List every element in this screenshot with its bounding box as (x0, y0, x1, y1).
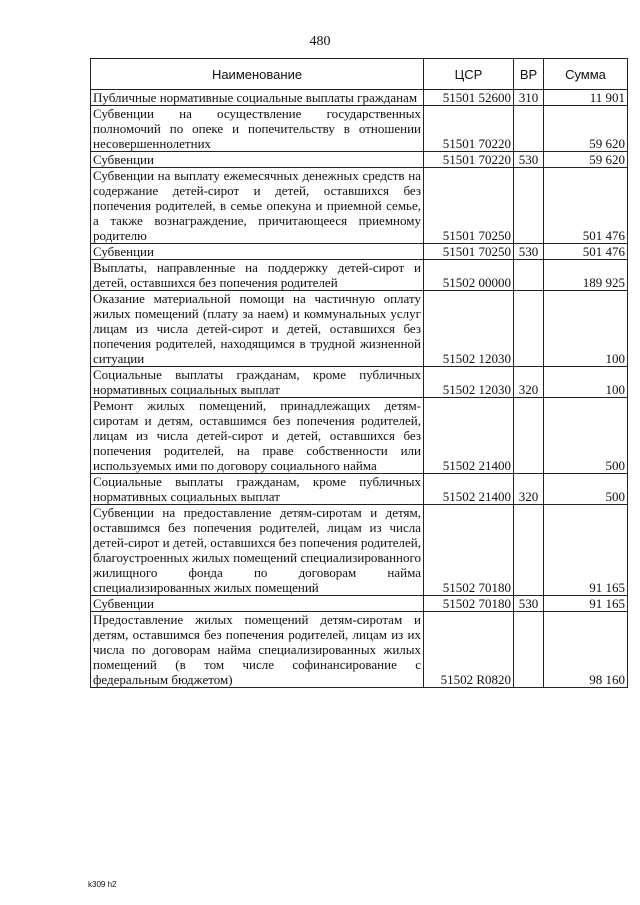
table-row (91, 291, 628, 367)
row-csr: 51501 70220 (424, 106, 514, 152)
row-name: Оказание материальной помощи на частичную оплату жилых помещений (плату за наем) и коммунальных услуг лицам из числа детей-сирот и детей, оставшихся без попечения родителей, находящимся в трудной жизненной ситуации (91, 291, 424, 367)
row-sum: 98 160 (544, 612, 628, 688)
row-vr: 530 (514, 152, 544, 168)
table-row (91, 244, 628, 260)
row-vr: 320 (514, 474, 544, 505)
row-csr: 51502 R0820 (424, 612, 514, 688)
table-row (91, 152, 628, 168)
footer-code: k309 h2 (88, 880, 117, 889)
row-vr: 320 (514, 367, 544, 398)
row-sum: 91 165 (544, 596, 628, 612)
row-sum: 59 620 (544, 152, 628, 168)
row-sum: 100 (544, 367, 628, 398)
row-name: Публичные нормативные социальные выплаты гражданам (91, 90, 424, 106)
row-csr: 51502 70180 (424, 596, 514, 612)
row-name: Выплаты, направленные на поддержку детей-сирот и детей, оставшихся без попечения родителей (91, 260, 424, 291)
row-csr: 51501 70250 (424, 168, 514, 244)
table-row (91, 505, 628, 596)
row-name: Субвенции (91, 152, 424, 168)
row-csr: 51502 00000 (424, 260, 514, 291)
row-sum: 500 (544, 398, 628, 474)
table-row (91, 612, 628, 688)
table-row (91, 367, 628, 398)
row-vr (514, 291, 544, 367)
row-vr (514, 106, 544, 152)
row-name: Субвенции на осуществление государственных полномочий по опеке и попечительству в отношении несовершеннолетних (91, 106, 424, 152)
table-row (91, 398, 628, 474)
row-name: Предоставление жилых помещений детям-сиротам и детям, оставшимся без попечения родителей, лицам из их числа по договорам найма специализированных жилых помещений (в том числе софинансирование с федеральным бюджетом) (91, 612, 424, 688)
row-csr: 51501 70220 (424, 152, 514, 168)
row-vr: 310 (514, 90, 544, 106)
row-sum: 501 476 (544, 168, 628, 244)
table-row (91, 106, 628, 152)
row-csr: 51502 12030 (424, 367, 514, 398)
row-sum: 100 (544, 291, 628, 367)
row-sum: 500 (544, 474, 628, 505)
row-name: Социальные выплаты гражданам, кроме публичных нормативных социальных выплат (91, 367, 424, 398)
header-csr: ЦСР (424, 59, 514, 90)
row-vr (514, 505, 544, 596)
row-sum: 59 620 (544, 106, 628, 152)
row-sum: 91 165 (544, 505, 628, 596)
row-csr: 51502 12030 (424, 291, 514, 367)
row-csr: 51501 70250 (424, 244, 514, 260)
row-csr: 51501 52600 (424, 90, 514, 106)
row-csr: 51502 21400 (424, 474, 514, 505)
row-name: Ремонт жилых помещений, принадлежащих детям-сиротам и детям, оставшимся без попечения родителей, лицам из числа детей-сирот и детей, оставшихся без попечения родителей, на праве собственности или используемых ими по договору социального найма (91, 398, 424, 474)
budget-table (90, 58, 628, 688)
row-name: Субвенции (91, 596, 424, 612)
row-vr (514, 168, 544, 244)
row-vr (514, 398, 544, 474)
row-vr (514, 612, 544, 688)
table-row (91, 596, 628, 612)
row-vr: 530 (514, 244, 544, 260)
table-row (91, 474, 628, 505)
table-row (91, 260, 628, 291)
row-sum: 11 901 (544, 90, 628, 106)
row-csr: 51502 21400 (424, 398, 514, 474)
row-sum: 189 925 (544, 260, 628, 291)
row-vr (514, 260, 544, 291)
row-sum: 501 476 (544, 244, 628, 260)
table-row (91, 168, 628, 244)
header-sum: Сумма (544, 59, 628, 90)
row-name: Субвенции на выплату ежемесячных денежных средств на содержание детей-сирот и детей, оставшихся без попечения родителей, в семье опекуна и приемной семье, а также вознаграждение, причитающееся приемному родителю (91, 168, 424, 244)
row-name: Субвенции (91, 244, 424, 260)
header-vr: ВР (514, 59, 544, 90)
page-number: 480 (309, 34, 331, 49)
row-name: Субвенции на предоставление детям-сиротам и детям, оставшимся без попечения родителей, лицам из числа детей-сирот и детей, оставшихся без попечения родителей, благоустроенных жилых помещений специализированного жилищного фонда по договорам найма специализированных жилых помещений (91, 505, 424, 596)
table-row (91, 90, 628, 106)
row-csr: 51502 70180 (424, 505, 514, 596)
table-header-row (91, 59, 628, 90)
header-name: Наименование (91, 59, 424, 90)
row-name: Социальные выплаты гражданам, кроме публичных нормативных социальных выплат (91, 474, 424, 505)
row-vr: 530 (514, 596, 544, 612)
